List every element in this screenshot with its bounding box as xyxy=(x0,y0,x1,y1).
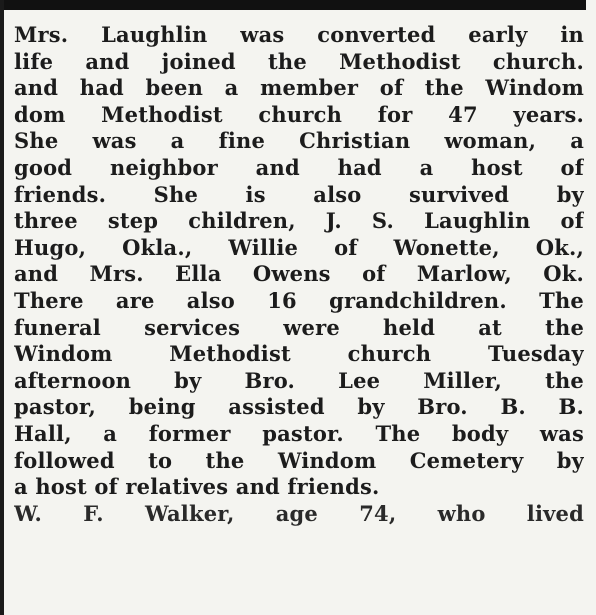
text-line: and had been a member of the Windom xyxy=(14,75,584,101)
column-left-rule xyxy=(0,0,4,615)
text-line: funeral services were held at the xyxy=(14,314,584,340)
text-line: and Mrs. Ella Owens of Marlow, Ok. xyxy=(14,261,584,287)
text-line: a host of relatives and friends. xyxy=(14,474,380,500)
text-line: three step children, J. S. Laughlin of xyxy=(14,208,584,234)
text-line: Hugo, Okla., Willie of Wonette, Ok., xyxy=(14,234,584,260)
text-line: friends. She is also survived by xyxy=(14,181,584,207)
obituary-column xyxy=(14,22,584,527)
text-line: life and joined the Methodist church. xyxy=(14,48,584,74)
text-line: followed to the Windom Cemetery by xyxy=(14,447,584,473)
text-line: dom Methodist church for 47 years. xyxy=(14,101,584,127)
text-line: good neighbor and had a host of xyxy=(14,154,584,180)
next-item-first-line: W. F. Walker, age 74, who lived xyxy=(14,500,584,526)
text-line: She was a fine Christian woman, a xyxy=(14,128,584,154)
text-line: Hall, a former pastor. The body was xyxy=(14,420,584,446)
column-top-rule xyxy=(0,0,586,10)
text-line: pastor, being assisted by Bro. B. B. xyxy=(14,394,584,420)
text-line: There are also 16 grandchildren. The xyxy=(14,287,584,313)
text-line: Mrs. Laughlin was converted early in xyxy=(14,22,584,47)
text-line: Windom Methodist church Tuesday xyxy=(14,341,584,367)
text-line: afternoon by Bro. Lee Miller, the xyxy=(14,367,584,393)
